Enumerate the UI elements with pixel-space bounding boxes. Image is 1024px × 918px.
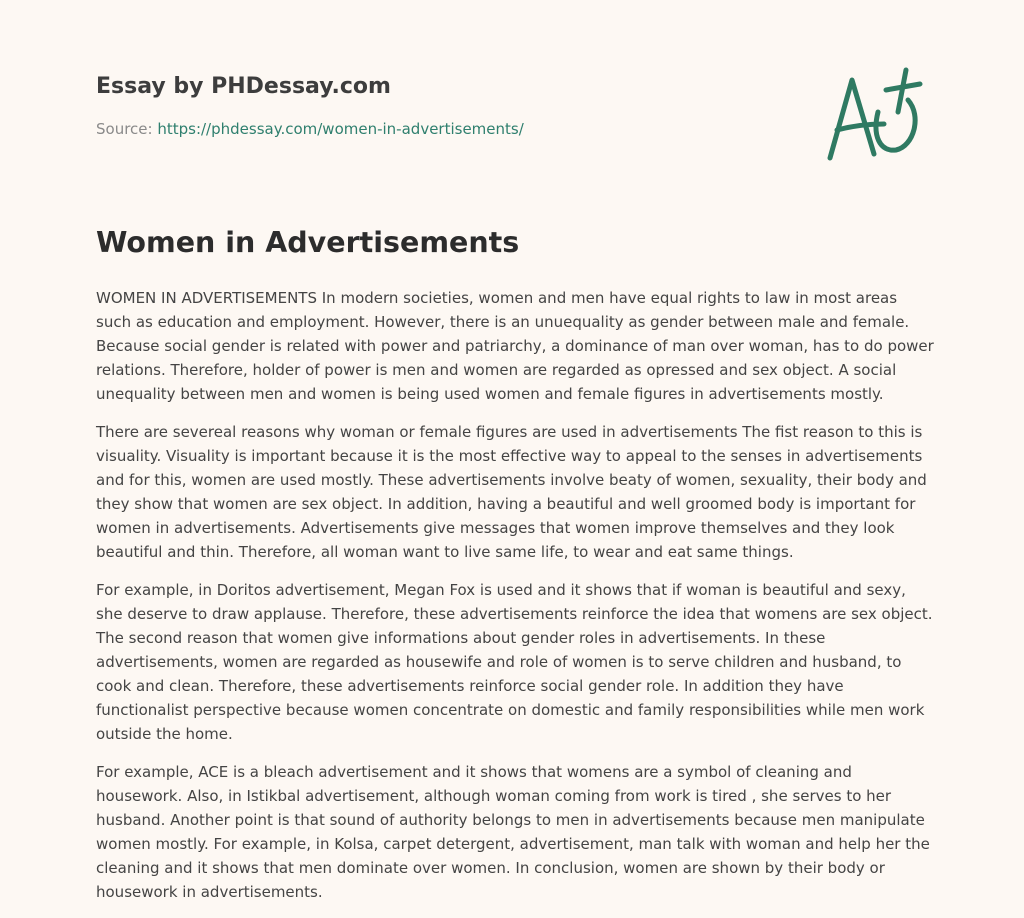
essay-paragraph: For example, ACE is a bleach advertisement and it shows that womens are a symbol of cleaning and housework. Also, in Istikbal advertisement, although woman coming from work is tired , she serves to her husband. Another point is that sound of authority belongs to men in advertisements because men manipulate women mostly. For example, in Kolsa, carpet detergent, advertisement, man talk with woman and help her the cleaning and it shows that men dominate over women. In conclusion, women are shown by their body or housework in advertisements. <box>96 763 930 901</box>
page-header <box>96 74 524 138</box>
essay-paragraph: WOMEN IN ADVERTISEMENTS In modern societies, women and men have equal rights to law in most areas such as education and employment. However, there is an unuequality as gender between male and female. Because social gender is related with power and patriarchy, a dominance of man over woman, has to do power relations. Therefore, holder of power is men and women are regarded as opressed and sex object. A social unequality between men and women is being used women and female figures in advertisements mostly. <box>96 289 934 403</box>
essay-title: Women in Advertisements <box>96 226 520 259</box>
source-label: Source: <box>96 120 158 138</box>
site-brand: Essay by PHDessay.com <box>96 74 391 99</box>
source-link[interactable]: https://phdessay.com/women-in-advertisements/ <box>157 120 524 138</box>
a-plus-grade-logo-icon <box>822 66 928 164</box>
source-line <box>96 120 524 138</box>
essay-paragraph: There are severeal reasons why woman or female figures are used in advertisements The fist reason to this is visuality. Visuality is important because it is the most effective way to appeal to the senses in advertisements and for this, women are used mostly. These advertisements involve beaty of women, sexuality, their body and they show that women are sex object. In addition, having a beautiful and well groomed body is important for women in advertisements. Advertisements give messages that women improve themselves and they look beautiful and thin. Therefore, all woman want to live same life, to wear and eat same things. <box>96 423 927 561</box>
essay-body <box>96 286 936 918</box>
essay-paragraph: For example, in Doritos advertisement, Megan Fox is used and it shows that if woman is beautiful and sexy, she deserve to draw applause. Therefore, these advertisements reinforce the idea that womens are sex object. The second reason that women give informations about gender roles in advertisements. In these advertisements, women are regarded as housewife and role of women is to serve children and husband, to cook and clean. Therefore, these advertisements reinforce social gender role. In addition they have functionalist perspective because women concentrate on domestic and family responsibilities while men work outside the home. <box>96 581 933 743</box>
